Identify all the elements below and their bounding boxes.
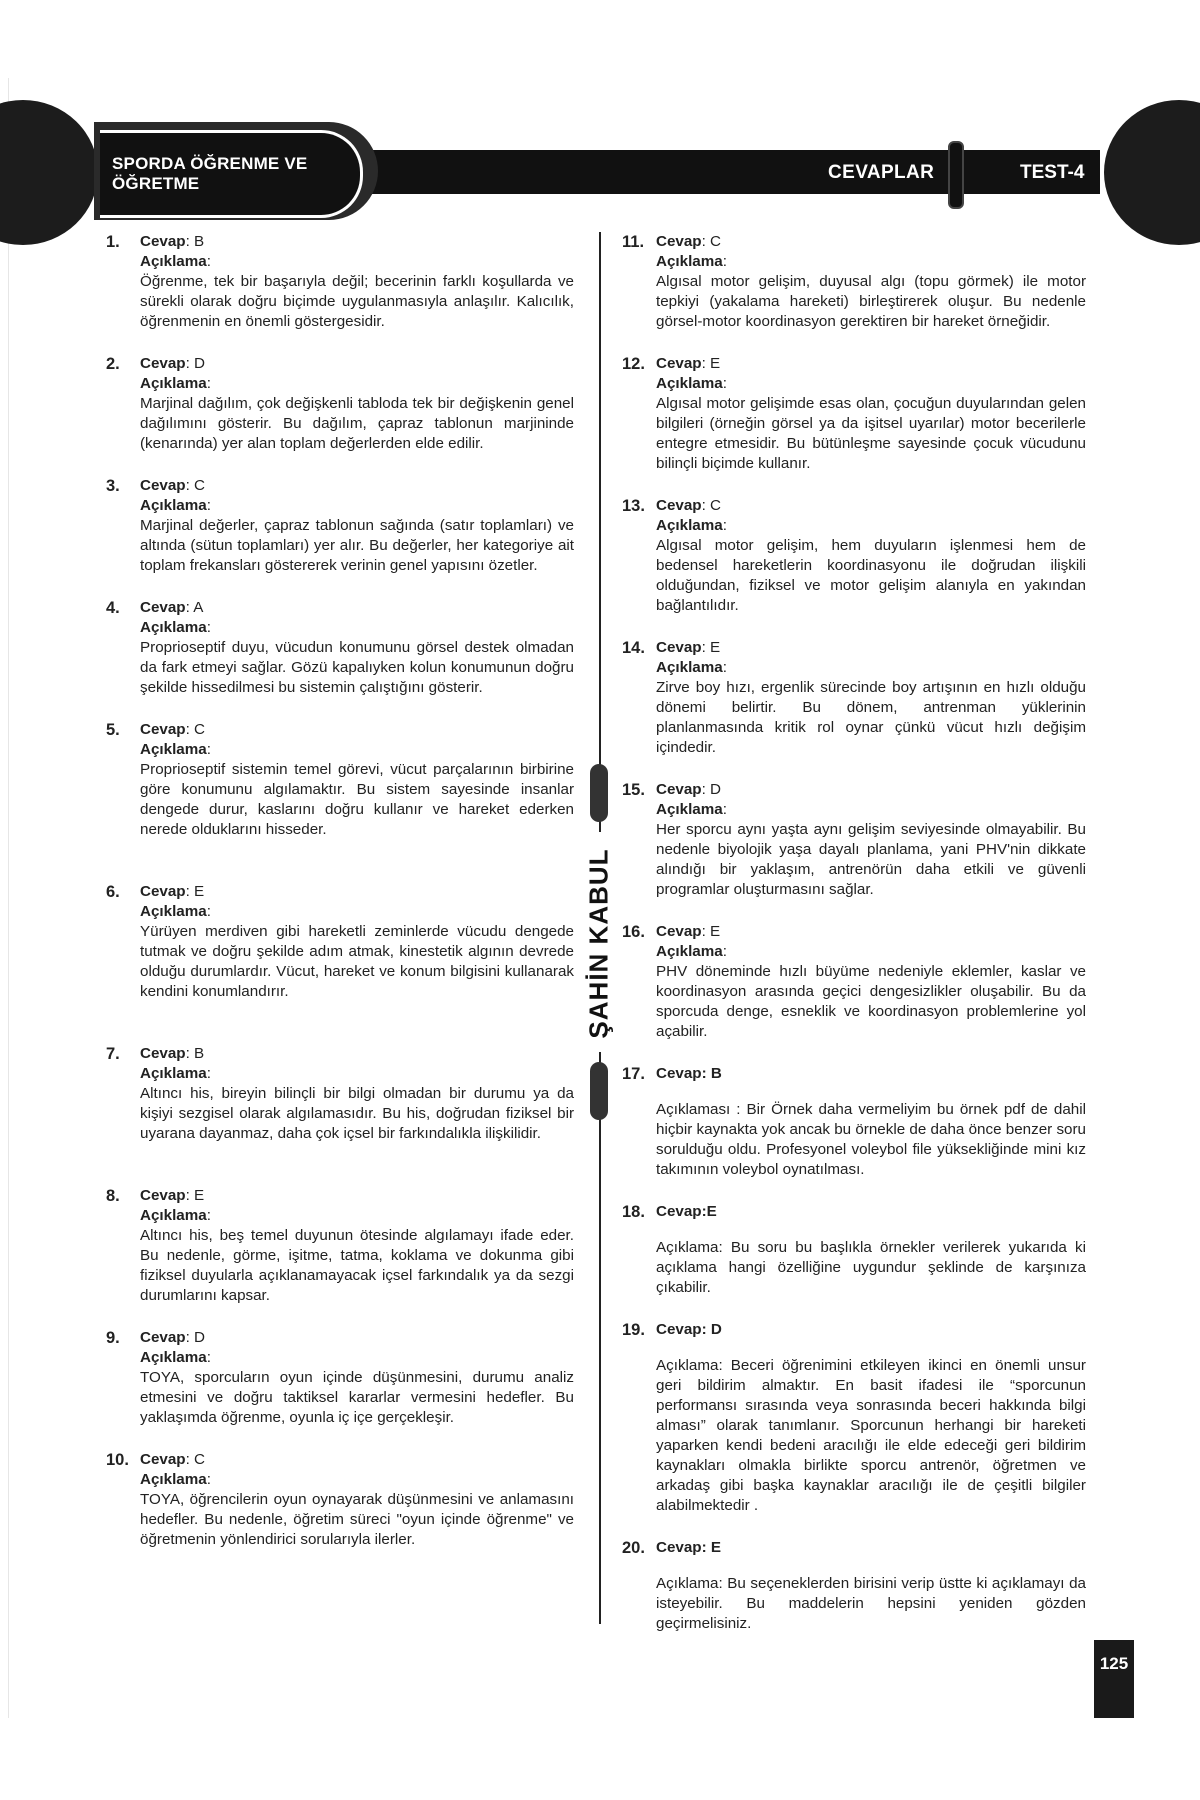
explanation-heading (140, 496, 574, 516)
explanation-label: Açıklama (140, 497, 207, 514)
answer-line (656, 780, 1086, 800)
answer-item (624, 922, 1086, 1042)
explanation-colon: : (206, 497, 211, 514)
answer-value: : C (701, 233, 722, 250)
explanation-text: Altıncı his, bireyin bilinçli bir bilgi olmadan bir durumu ya da kişiyi sezgisel olarak algılamasıdır. Bu his, doğrudan fiziksel bir uyarana dayanmaz, daha çok içsel bir farkındalıkla ilişkilidir. (140, 1085, 574, 1142)
question-number: 17. (622, 1065, 645, 1083)
explanation-colon: : (206, 1349, 211, 1366)
answer-item (108, 232, 574, 332)
question-number: 15. (622, 781, 645, 799)
explanation-colon: : (722, 375, 727, 392)
answer-item (624, 232, 1086, 332)
explanation-heading (656, 252, 1086, 272)
answer-value: : A (185, 599, 204, 616)
explanation-heading (140, 1206, 574, 1226)
answer-value: : C (701, 497, 722, 514)
answer-label: Cevap (140, 1045, 186, 1062)
explanation-label: Açıklama (140, 1065, 207, 1082)
answer-label: Cevap (140, 1329, 186, 1346)
explanation-label: Açıklama (140, 253, 207, 270)
explanation-colon: : (206, 1207, 211, 1224)
question-number: 12. (622, 355, 645, 373)
question-number: 11. (622, 233, 645, 251)
answer-value: : E (701, 639, 721, 656)
explanation-heading (656, 374, 1086, 394)
question-number: 5. (106, 721, 120, 739)
explanation-colon: : (206, 1471, 211, 1488)
answer-line (140, 1186, 574, 1206)
explanation-text: Marjinal değerler, çapraz tablonun sağında (satır toplamları) ve altında (sütun toplamları) yer alır. Bu değerler, her kategoriye ait toplam frekansları göstererek verinin genel yapısını özetler. (140, 517, 574, 574)
answer-item (624, 354, 1086, 474)
answer-label: Cevap (140, 1187, 186, 1204)
explanation-heading (140, 252, 574, 272)
right-column (624, 232, 1086, 1656)
answer-label: Cevap (656, 923, 702, 940)
explanation-heading (140, 618, 574, 638)
answer-value: : B (185, 233, 205, 250)
answer-value: : E (185, 1187, 205, 1204)
chapter-title: SPORDA ÖĞRENME VE ÖĞRETME (112, 154, 308, 193)
explanation-heading (656, 516, 1086, 536)
explanation-heading (140, 1348, 574, 1368)
explanation-text: Açıklaması : Bir Örnek daha vermeliyim bu örnek pdf de dahil hiçbir kaynakta yok ancak bu örnekle de daha önce benzer soru sorulduğu oldu. Profesyonel voleybol file yüksekliğinde mini kız takımının voleybol oynatılması. (656, 1101, 1086, 1178)
answer-label: Cevap (656, 781, 702, 798)
answer-line (140, 598, 574, 618)
explanation-text: Proprioseptif duyu, vücudun konumunu görsel destek olmadan da fark etmeyi sağlar. Gözü kapalıyken kolun konumunun doğru şekilde hissedilmesi bu sistemin çalıştığını gösterir. (140, 639, 574, 696)
answer-label: Cevap (140, 233, 186, 250)
explanation-text: TOYA, öğrencilerin oyun oynayarak düşünmesini ve anlamasını hedefler. Bu nedenle, öğretim süreci "oyun içinde öğrenme" ve öğretmenin yönlendirici sorularıyla ilerler. (140, 1491, 574, 1548)
answer-label: Cevap (140, 477, 186, 494)
question-number: 7. (106, 1045, 120, 1063)
answer-value: : E (701, 355, 721, 372)
answer-item (108, 354, 574, 454)
answer-line: Cevap: B (656, 1065, 722, 1082)
explanation-heading (140, 374, 574, 394)
question-number: 14. (622, 639, 645, 657)
explanation-label: Açıklama (140, 619, 207, 636)
explanation-label: Açıklama (656, 375, 723, 392)
answer-label: Cevap (140, 1451, 186, 1468)
explanation-text: Yürüyen merdiven gibi hareketli zeminlerde vücudu dengede tutmak ve doğru şekilde adım atmak, kinestetik algının devrede olduğu durumlardır. Vücut, hareket ve konum bilgisini kullanarak kendini konumlandırır. (140, 923, 574, 1000)
answer-item (624, 1538, 1086, 1634)
answer-item (108, 1450, 574, 1550)
answer-value: : D (701, 781, 722, 798)
answer-value: : C (185, 721, 206, 738)
answer-item (624, 780, 1086, 900)
answer-line (140, 720, 574, 740)
header-divider (948, 141, 964, 209)
side-label: ŞAHİN KABUL (583, 848, 614, 1039)
question-number: 2. (106, 355, 120, 373)
answer-item (108, 882, 574, 1002)
answer-line (140, 476, 574, 496)
answer-label: Cevap (140, 599, 186, 616)
answer-value: : C (185, 1451, 206, 1468)
answer-value: : D (185, 355, 206, 372)
answer-line (140, 232, 574, 252)
answer-item (108, 598, 574, 698)
question-number: 16. (622, 923, 645, 941)
answer-value: : E (701, 923, 721, 940)
question-number: 9. (106, 1329, 120, 1347)
question-number: 1. (106, 233, 120, 251)
explanation-text: Açıklama: Bu soru bu başlıkla örnekler verilerek yukarıda ki açıklama hangi özelliğine uygundur şeklinde de karşınıza çıkabilir. (656, 1239, 1086, 1296)
explanation-label: Açıklama (140, 375, 207, 392)
explanation-heading (656, 800, 1086, 820)
divider-pill-top (590, 764, 608, 822)
section-label: CEVAPLAR (828, 162, 935, 183)
explanation-text: Her sporcu aynı yaşta aynı gelişim seviyesinde olmayabilir. Bu nedenle biyolojik yaşa dayalı planlama, yani PHV'nin dikkate alındığı bir yaklaşım, antrenörün daha etkili ve güvenli programlar oluşturmasını sağlar. (656, 821, 1086, 898)
explanation-label: Açıklama (140, 903, 207, 920)
explanation-text: Marjinal dağılım, çok değişkenli tabloda tek bir değişkenin genel dağılımını gösterir. Bu dağılım, çapraz tablonun marjininde (kenarında) yer alan toplam değerlerden elde edilir. (140, 395, 574, 452)
explanation-label: Açıklama (656, 253, 723, 270)
explanation-label: Açıklama (140, 1207, 207, 1224)
explanation-label: Açıklama (140, 1471, 207, 1488)
answer-item (624, 638, 1086, 758)
explanation-text: Algısal motor gelişim, hem duyuların işlenmesi hem de bedensel hareketlerin koordinasyonu ile doğrudan ilişkili olduğundan, fiziksel ve motor gelişim alanıyla en yakından bağlantılıdır. (656, 537, 1086, 614)
explanation-label: Açıklama (656, 517, 723, 534)
explanation-heading (140, 740, 574, 760)
answer-value: : B (185, 1045, 205, 1062)
answer-line: Cevap: D (656, 1321, 722, 1338)
explanation-colon: : (206, 741, 211, 758)
answer-line (656, 922, 1086, 942)
question-number: 3. (106, 477, 120, 495)
explanation-text: Öğrenme, tek bir başarıyla değil; becerinin farklı koşullarda ve sürekli olarak doğru biçimde uygulanmasıyla anlaşılır. Kalıcılık, öğrenmenin en önemli göstergesidir. (140, 273, 574, 330)
explanation-heading (656, 658, 1086, 678)
answer-line (656, 354, 1086, 374)
explanation-text: Altıncı his, beş temel duyunun ötesinde algılamayı ifade eder. Bu nedenle, görme, işitme, tatma, koklama ve dokunma gibi fiziksel duyularla açıklanamayacak içsel farkındalık ya da sezgi durumlarını kapsar. (140, 1227, 574, 1304)
answer-item (624, 1320, 1086, 1516)
divider-pill-bottom (590, 1062, 608, 1120)
question-number: 19. (622, 1321, 645, 1339)
explanation-heading (140, 902, 574, 922)
answer-value: : C (185, 477, 206, 494)
explanation-text: Açıklama: Beceri öğrenimini etkileyen ikinci en önemli unsur geri bildirim almaktır. En basit ifadesi ile “sporcunun performansı sırasında veya sonrasında beceri hakkında bilgi alması” olarak tanımlanır. Sporcunun herhangi bir hareketi yaparken kendi bedeni aracılığı ile elde edeceği geri bildirim kaynakları olmakla birlikte sporcu antrenör, öğretmen ve arkadaş gibi başka kaynaklar aracılığı ile de çeşitli bilgiler alabilmektedir . (656, 1357, 1086, 1514)
explanation-text: Proprioseptif sistemin temel görevi, vücut parçalarının birbirine göre konumunu algılamaktır. Bu sistem sayesinde insanlar dengede durur, kaslarını doğru kullanır ve hareket ederken nerede olduklarını hisseder. (140, 761, 574, 838)
explanation-text: TOYA, sporcuların oyun içinde düşünmesini, durumu analiz etmesini ve doğru taktiksel kararlar vermesini hedefler. Bu yaklaşımda öğrenme, oyunla iç içe gerçekleşir. (140, 1369, 574, 1426)
answer-item (108, 1044, 574, 1144)
explanation-heading (140, 1064, 574, 1084)
explanation-label: Açıklama (140, 1349, 207, 1366)
answer-label: Cevap (656, 355, 702, 372)
answer-value: : D (185, 1329, 206, 1346)
answer-item (108, 476, 574, 576)
answer-line: Cevap: E (656, 1539, 721, 1556)
question-number: 4. (106, 599, 120, 617)
explanation-label: Açıklama (656, 801, 723, 818)
answer-value: : E (185, 883, 205, 900)
answer-label: Cevap (140, 355, 186, 372)
answer-item (624, 496, 1086, 616)
answer-line (656, 232, 1086, 252)
explanation-heading (140, 1470, 574, 1490)
question-number: 6. (106, 883, 120, 901)
answer-line: Cevap:E (656, 1203, 717, 1220)
answer-line (140, 882, 574, 902)
answer-label: Cevap (656, 639, 702, 656)
left-column (108, 232, 574, 1572)
question-number: 10. (106, 1451, 129, 1469)
answer-label: Cevap (656, 233, 702, 250)
explanation-colon: : (722, 801, 727, 818)
answer-item (108, 720, 574, 840)
explanation-text: Algısal motor gelişim, duyusal algı (topu görmek) ile motor tepkiyi (yakalama hareketi) birleştirerek oluşur. Bu nedenle görsel-motor koordinasyon gerektiren bir hareket örneğidir. (656, 273, 1086, 330)
explanation-colon: : (722, 253, 727, 270)
explanation-text: Algısal motor gelişimde esas olan, çocuğun duyularından gelen bilgileri (örneğin görsel ya da işitsel uyarılar) motor becerilerle entegre etmesidir. Bu bütünleşme sayesinde çocuk vücudunu bilinçli biçimde kullanır. (656, 395, 1086, 472)
explanation-colon: : (206, 903, 211, 920)
explanation-label: Açıklama (656, 943, 723, 960)
explanation-colon: : (722, 517, 727, 534)
answer-line (140, 1328, 574, 1348)
explanation-label: Açıklama (656, 659, 723, 676)
answer-line (140, 354, 574, 374)
page-number: 125 (1094, 1640, 1134, 1718)
side-label-area (569, 832, 629, 1052)
explanation-text: Zirve boy hızı, ergenlik sürecinde boy artışının en hızlı olduğu dönemi belirtir. Bu dönem, antrenman yüklerinin planlanmasında kritik rol oynar çünkü vücut hızlı değişim içindedir. (656, 679, 1086, 756)
answer-item (624, 1064, 1086, 1180)
answer-label: Cevap (140, 721, 186, 738)
answer-item (108, 1186, 574, 1306)
answer-line (656, 496, 1086, 516)
answer-line (656, 638, 1086, 658)
answer-label: Cevap (656, 497, 702, 514)
question-number: 18. (622, 1203, 645, 1221)
explanation-text: Açıklama: Bu seçeneklerden birisini verip üstte ki açıklamayı da isteyebilir. Bu maddelerin hepsini yeniden gözden geçirmelisiniz. (656, 1575, 1086, 1632)
test-label: TEST-4 (1020, 162, 1085, 183)
header-bar (370, 150, 1100, 194)
question-number: 8. (106, 1187, 120, 1205)
answer-label: Cevap (140, 883, 186, 900)
explanation-colon: : (206, 619, 211, 636)
explanation-colon: : (206, 1065, 211, 1082)
question-number: 20. (622, 1539, 645, 1557)
answer-line (140, 1450, 574, 1470)
explanation-colon: : (206, 253, 211, 270)
answer-line (140, 1044, 574, 1064)
explanation-heading (656, 942, 1086, 962)
explanation-text: PHV döneminde hızlı büyüme nedeniyle eklemler, kaslar ve koordinasyon arasında geçici dengesizlikler oluşabilir. Bu da sporcuda denge, esneklik ve koordinasyon problemlerine yol açabilir. (656, 963, 1086, 1040)
answer-item (108, 1328, 574, 1428)
answer-item (624, 1202, 1086, 1298)
explanation-label: Açıklama (140, 741, 207, 758)
question-number: 13. (622, 497, 645, 515)
explanation-colon: : (206, 375, 211, 392)
explanation-colon: : (722, 659, 727, 676)
explanation-colon: : (722, 943, 727, 960)
